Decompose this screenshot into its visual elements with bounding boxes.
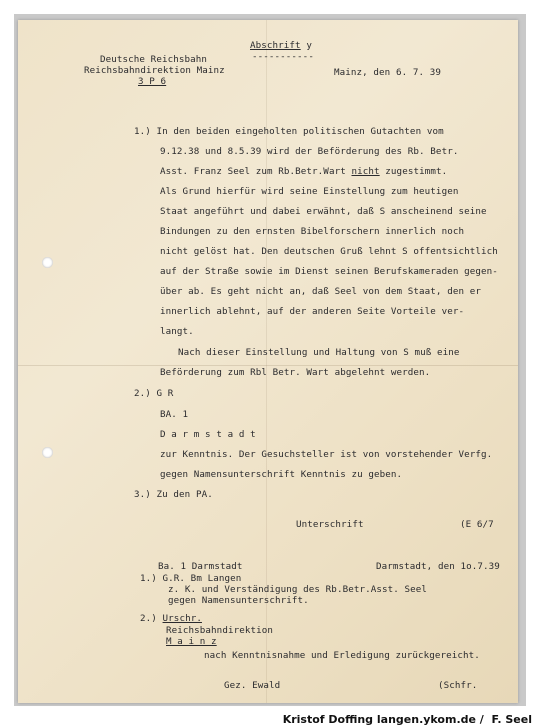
text-run: zugestimmt.	[385, 166, 448, 177]
photo-caption: Kristof Doffing langen.ykom.de / F. Seel	[282, 713, 532, 726]
item-number: 2.)	[140, 613, 157, 624]
text-line: Bindungen zu den ernsten Bibelforschern innerlich noch	[160, 226, 465, 237]
text-line: nicht gelöst hat. Den deutschen Gruß lehnt S offentsichtlich	[160, 246, 498, 257]
fold-line	[18, 365, 518, 366]
text-line: Als Grund hierfür wird seine Einstellung zum heutigen	[160, 186, 459, 197]
text-line: Beförderung zum Rbl Betr. Wart abgelehnt werden.	[160, 367, 431, 378]
text-line: innerlich ablehnt, auf der anderen Seite Vorteile ver-	[160, 306, 465, 317]
copy-rule: -----------	[252, 51, 314, 62]
text-line: langt.	[160, 326, 194, 337]
punch-hole	[42, 447, 53, 458]
org-line-2: Reichsbahndirektion Mainz	[84, 65, 225, 76]
text-line: Nach dieser Einstellung und Haltung von S muß eine	[178, 347, 460, 358]
text-line: über ab. Es geht nicht an, daß Seel von dem Staat, den er	[160, 286, 481, 297]
copy-label-text: Abschrift	[250, 40, 301, 51]
text-line: 1.) In den beiden eingeholten politischen Gutachten vom	[134, 126, 444, 137]
text-line: Staat angeführt und dabei erwähnt, daß S anscheinend seine	[160, 206, 487, 217]
text-line: z. K. und Verständigung des Rb.Betr.Asst. Seel	[168, 584, 428, 595]
punch-hole	[42, 257, 53, 268]
text-line: 9.12.38 und 8.5.39 wird der Beförderung des Rb. Betr.	[160, 146, 459, 157]
place-date: Mainz, den 6. 7. 39	[334, 67, 441, 78]
office-name: Ba. 1 Darmstadt	[158, 561, 243, 572]
copy-mark: y	[306, 40, 312, 51]
text-line: zur Kenntnis. Der Gesuchsteller ist von vorstehender Verfg.	[160, 449, 493, 460]
text-line: BA. 1	[160, 409, 189, 420]
text-line: gegen Namensunterschrift.	[168, 595, 309, 606]
emphasis-not: nicht	[351, 166, 380, 177]
text-line: M a i n z	[166, 636, 217, 647]
text-line	[140, 613, 202, 625]
signature-label: Unterschrift	[296, 519, 364, 530]
reference-code: 3 P 6	[138, 76, 167, 87]
text-line: D a r m s t a d t	[160, 429, 256, 440]
text-line: auf der Straße sowie im Dienst seinen Berufskameraden gegen-	[160, 266, 498, 277]
clerk-mark: (Schfr.	[438, 680, 478, 691]
second-place-date: Darmstadt, den 1o.7.39	[376, 561, 500, 572]
signature-ref: (E 6/7	[460, 519, 494, 530]
text-line: nach Kenntnisnahme und Erledigung zurückgereicht.	[204, 650, 480, 661]
text-run: Asst. Franz Seel zum Rb.Betr.Wart	[160, 166, 346, 177]
text-line: gegen Namensunterschrift Kenntnis zu geben.	[160, 469, 403, 480]
text-line	[160, 166, 447, 178]
org-line-1: Deutsche Reichsbahn	[100, 54, 207, 65]
text-line: 3.) Zu den PA.	[134, 489, 213, 500]
signed-by: Gez. Ewald	[224, 680, 281, 691]
text-line: Reichsbahndirektion	[166, 625, 273, 636]
text-line: 1.) G.R. Bm Langen	[140, 573, 242, 584]
text-line: 2.) G R	[134, 388, 174, 399]
original-label: Urschr.	[162, 613, 202, 624]
document-page	[18, 20, 518, 703]
